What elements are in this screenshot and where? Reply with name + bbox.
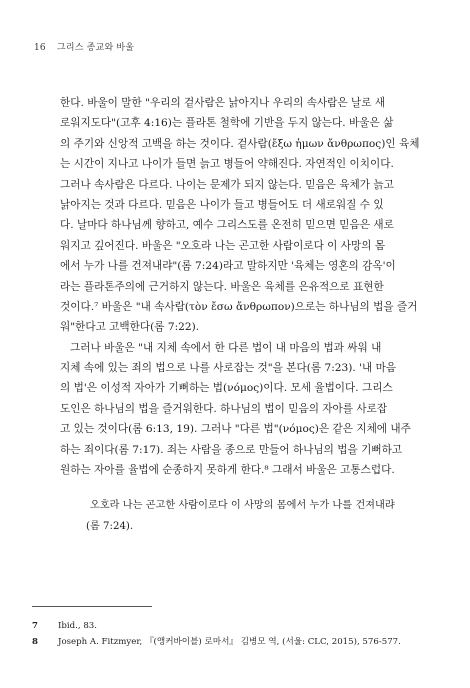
body-line: 에서 누가 나를 건져내랴"(롬 7:24)라고 말하지만 '육체는 영혼의 감옥'이 xyxy=(60,260,396,273)
body-line: 원하는 자아를 율법에 순종하지 못하게 한다.⁸ 그래서 바울은 고통스럽다. xyxy=(60,464,395,477)
footnote-text: Joseph A. Fitzmyer, 『(앵커바이블) 로마서』 김병모 역, (서울: CLC, 2015), 576-577. xyxy=(58,637,401,647)
body-line: 한다. 바울이 말한 "우리의 겉사람은 낡아지나 우리의 속사람은 날로 새 xyxy=(60,97,386,109)
footnote-text: Ibid., 83. xyxy=(58,621,98,631)
footnote-number: 8 xyxy=(32,637,38,647)
body-line: 다. 날마다 하나님께 향하고, 예수 그리스도를 온전히 믿으면 믿음은 새로 xyxy=(60,219,394,232)
body-line: 의 법'은 이성적 자아가 기뻐하는 법(νόμος)이다. 모세 율법이다. 그리스 xyxy=(60,382,393,395)
footnotes xyxy=(32,618,442,650)
footnote-divider xyxy=(32,606,152,607)
body-line: 고 있는 것이다(롬 6:13, 19). 그러나 "다른 법"(νόμος)은 같은 지체에 내주 xyxy=(60,423,411,436)
body-line: 의 주기와 신앙적 고백을 하는 것이다. 겉사람(ἔξω ἡμων ἄνθρωπος)인 육체 xyxy=(60,137,420,150)
body-line: 그러나 속사람은 다르다. 나이는 문제가 되지 않는다. 믿음은 육체가 늙고 xyxy=(60,178,394,191)
quote-line: (롬 7:24). xyxy=(86,521,134,532)
body-line: 라는 플라톤주의에 근거하지 않는다. 바울은 육체를 은유적으로 표현한 xyxy=(60,280,384,293)
body-line: 하는 죄이다(롬 7:17). 죄는 사람을 종으로 만들어 하나님의 법을 기뻐하고 xyxy=(60,443,403,456)
body-line: 것이다.⁷ 바울은 "내 속사람(τὸν ἔσω ἄνθρωπον)으로는 하나님의 법을 즐거 xyxy=(60,300,418,313)
body-line: 워지고 깊어진다. 바울은 "오호라 나는 곤고한 사람이로다 이 사망의 몸 xyxy=(60,239,386,252)
running-head xyxy=(34,40,134,53)
body-line: 로워지도다"(고후 4:16)는 플라톤 철학에 기반을 두지 않는다. 바울은 삶 xyxy=(60,117,394,130)
body-line: 워"한다고 고백한다(롬 7:22). xyxy=(60,321,200,334)
block-quote xyxy=(86,495,416,537)
quote-line: 오호라 나는 곤고한 사람이로다 이 사망의 몸에서 누가 나를 건져내랴 xyxy=(90,500,395,511)
body-line: 지체 속에 있는 죄의 법으로 나를 사로잡는 것"을 본다(롬 7:23). '내 마음 xyxy=(60,362,397,375)
body-line: 낡아지는 것과 다르다. 믿음은 나이가 들고 병들어도 더 새로워질 수 있 xyxy=(60,198,384,211)
page-number: 16 xyxy=(34,43,46,53)
footnote-number: 7 xyxy=(32,621,38,631)
body-line: 는 시간이 지나고 나이가 들면 늙고 병들어 약해진다. 자연적인 이치이다. xyxy=(60,158,394,171)
body-line: 도인은 하나님의 법을 즐거워한다. 하나님의 법이 믿음의 자아를 사로잡 xyxy=(60,402,388,415)
running-title: 그리스 종교와 바울 xyxy=(56,43,135,53)
footnote xyxy=(32,634,442,650)
body-line: 그러나 바울은 "내 지체 속에서 한 다른 법이 내 마음의 법과 싸워 내 xyxy=(70,341,382,354)
footnote xyxy=(32,618,442,634)
body-text xyxy=(60,93,426,480)
